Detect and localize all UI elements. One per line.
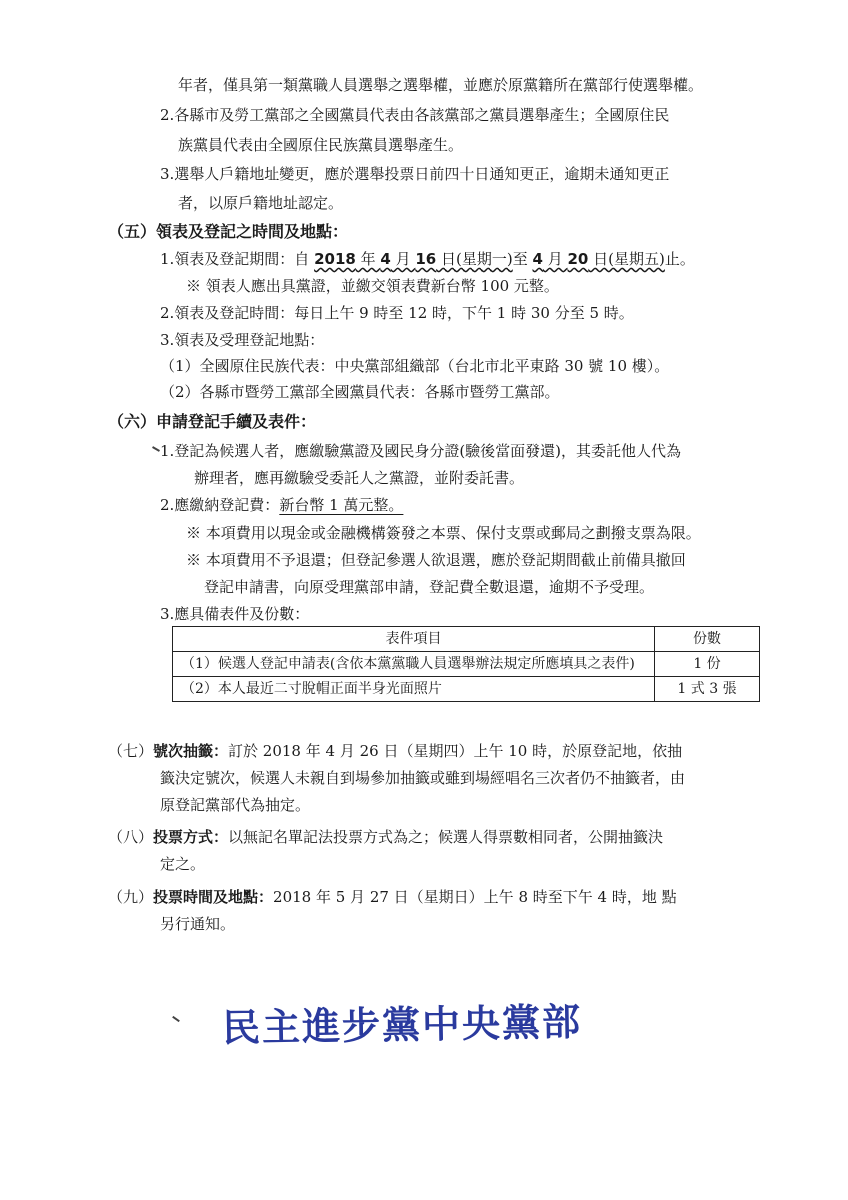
s7-line-2: 籤決定號次，候選人未親自到場參加抽籤或雖到場經唱名三次者仍不抽籤者，由: [160, 769, 686, 787]
s5-t3: 日(星期一): [436, 250, 513, 268]
party-stamp: 民主進步黨中央黨部: [221, 999, 583, 1051]
s8-line-1: [108, 826, 663, 848]
s5-item-1: [160, 248, 695, 270]
row-qty: 1 式 3 張: [655, 677, 760, 702]
s6-item-2-prefix: 2.應繳納登記費：: [160, 496, 280, 514]
s8-line-2: 定之。: [160, 855, 206, 873]
s5-end: 止。: [664, 250, 695, 268]
s5-item-3-2: （2）各縣市暨勞工黨部全國黨員代表：各縣市暨勞工黨部。: [160, 383, 560, 401]
s5-t4: 月: [542, 250, 568, 268]
s6-note-1: ※ 本項費用以現金或金融機構簽發之本票、保付支票或郵局之劃撥支票為限。: [186, 524, 701, 542]
s5-day-2: 20: [567, 250, 589, 268]
s5-month-1: 4: [380, 250, 391, 268]
item-2-line-2: 族黨員代表由全國原住民族黨員選舉產生。: [178, 136, 464, 154]
item-3-line-1: 3.選舉人戶籍地址變更，應於選舉投票日前四十日通知更正，逾期未通知更正: [160, 165, 670, 183]
s5-year-1: 2018: [314, 250, 356, 268]
row-qty: 1 份: [655, 652, 760, 677]
s5-t2: 月: [390, 250, 416, 268]
table-header-row: [173, 627, 760, 652]
header-item: 表件項目: [173, 627, 655, 652]
s6-fee: 新台幣 1 萬元整。: [279, 496, 404, 514]
s5-item-2: 2.領表及登記時間：每日上午 9 時至 12 時，下午 1 時 30 分至 5 時。: [160, 304, 634, 322]
s6-note-2-line-1: ※ 本項費用不予退還；但登記參選人欲退選，應於登記期間截止前備具撤回: [186, 551, 686, 569]
s5-day-1: 16: [415, 250, 437, 268]
s7-title: 號次抽籤：: [153, 742, 229, 760]
s5-item-3-1: （1）全國原住民族代表：中央黨部組織部（台北市北平東路 30 號 10 樓）。: [160, 357, 670, 375]
s6-item-2: [160, 494, 403, 516]
s8-title: 投票方式：: [153, 828, 229, 846]
row-item: （2）本人最近二寸脫帽正面半身光面照片: [173, 677, 655, 702]
header-qty: 份數: [655, 627, 760, 652]
s8-text-1: 以無記名單記法投票方式為之；候選人得票數相同者，公開抽籤決: [228, 828, 664, 846]
s9-line-1: [108, 886, 677, 908]
s7-line-3: 原登記黨部代為抽定。: [160, 796, 311, 814]
s5-item-1-prefix: 1.領表及登記期間：自: [160, 250, 315, 268]
section-5-title: （五）領表及登記之時間及地點：: [108, 222, 349, 241]
s5-month-2: 4: [532, 250, 543, 268]
s5-note: ※ 領表人應出具黨證，並繳交領表費新台幣 100 元整。: [186, 277, 559, 295]
s7-label: （七）: [108, 742, 154, 760]
s6-item-3: 3.應具備表件及份數：: [160, 605, 310, 623]
scan-mark: [152, 446, 160, 452]
table-row: [173, 677, 760, 702]
section-6-title: （六）申請登記手續及表件：: [108, 412, 317, 431]
s7-line-1: [108, 740, 682, 762]
s9-title: 投票時間及地點：: [153, 888, 274, 906]
s5-item-3: 3.領表及受理登記地點：: [160, 331, 325, 349]
s5-t5: 日(星期五): [588, 250, 665, 268]
row-item: （1）候選人登記申請表(含依本黨黨職人員選舉辦法規定所應填具之表件): [173, 652, 655, 677]
s9-line-2: 另行通知。: [160, 915, 236, 933]
s5-start-date: [314, 250, 513, 268]
s8-label: （八）: [108, 828, 154, 846]
s7-text-1: 訂於 2018 年 4 月 26 日（星期四）上午 10 時，於原登記地，依抽: [228, 742, 683, 760]
scan-mark: [172, 1016, 180, 1022]
s6-item-1-line-2: 辦理者，應再繳驗受委託人之黨證，並附委託書。: [194, 469, 525, 487]
s5-t1: 年: [355, 250, 381, 268]
s9-label: （九）: [108, 888, 154, 906]
item-3-line-2: 者，以原戶籍地址認定。: [178, 194, 344, 212]
table-row: [173, 652, 760, 677]
item-2-line-1: 2.各縣市及勞工黨部之全國黨員代表由各該黨部之黨員選舉產生；全國原住民: [160, 106, 670, 124]
s9-text-1: 2018 年 5 月 27 日（星期日）上午 8 時至下午 4 時，地 點: [273, 888, 677, 906]
s6-note-2-line-2: 登記申請書，向原受理黨部申請，登記費全數退還，逾期不予受理。: [204, 578, 655, 596]
s5-to: 至: [512, 250, 533, 268]
cont-line: 年者，僅具第一類黨職人員選舉之選舉權，並應於原黨籍所在黨部行使選舉權。: [178, 76, 704, 94]
s6-item-1-line-1: 1.登記為候選人者，應繳驗黨證及國民身分證(驗後當面發還)，其委託他人代為: [160, 442, 682, 460]
s5-end-date: [533, 250, 665, 268]
forms-table: [172, 626, 760, 702]
